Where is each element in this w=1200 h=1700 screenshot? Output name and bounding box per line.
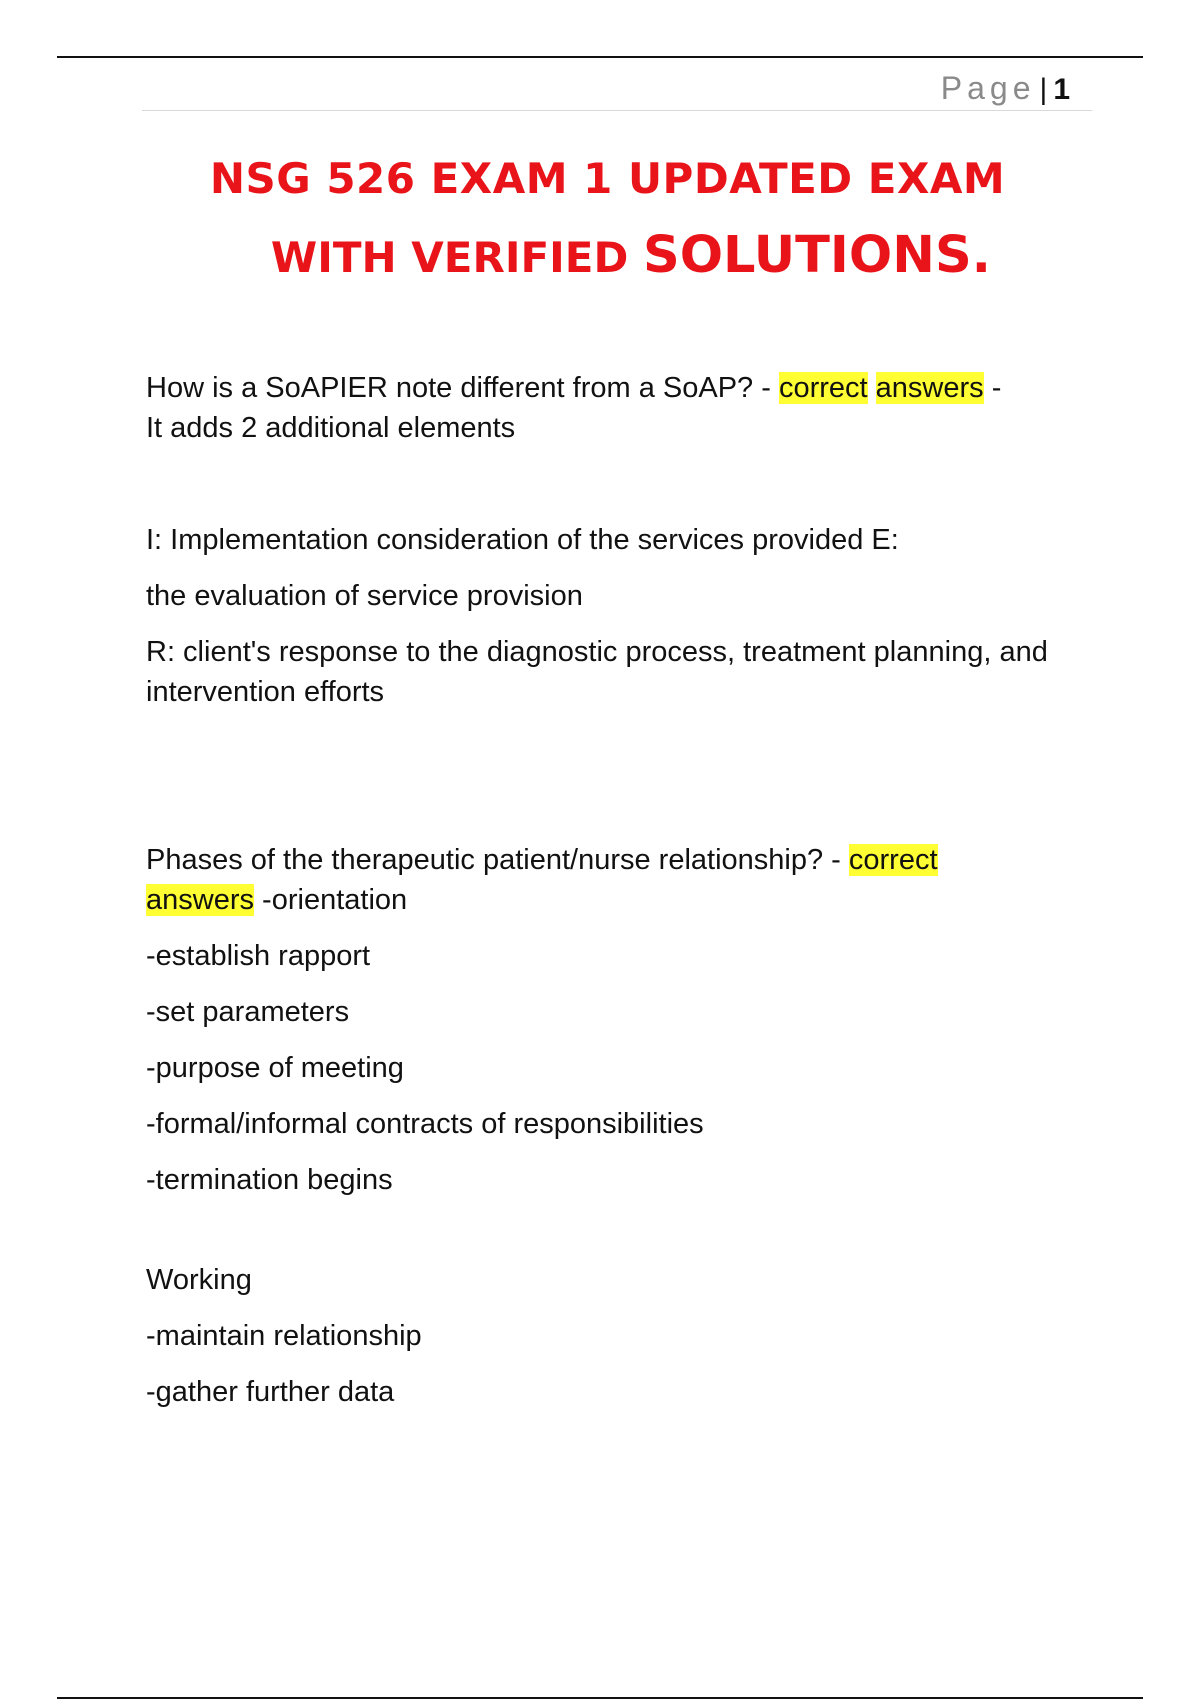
top-rule (57, 56, 1143, 58)
highlight-correct: correct (778, 372, 868, 404)
document-title-line-2 (0, 226, 1200, 285)
question-1-text (146, 368, 1086, 408)
answer-1-text: It adds 2 additional elements (146, 412, 516, 444)
highlight-answers: answers (146, 884, 254, 916)
list-item: -gather further data (146, 1376, 395, 1408)
question-1-dash: - (983, 372, 1002, 404)
page-header (142, 70, 1092, 111)
highlight-answers: answers (875, 372, 984, 404)
title-line-2-prefix: WITH VERIFIED (270, 233, 643, 282)
question-1-prompt: How is a SoAPIER note different from a SoAP? - (146, 372, 779, 404)
question-1 (146, 368, 1086, 448)
highlight-correct: correct (848, 844, 938, 876)
element-r: R: client's response to the diagnostic process, treatment planning, and intervention efforts (146, 636, 1048, 708)
question-2-text (146, 840, 1086, 920)
list-item: -establish rapport (146, 940, 371, 972)
list-item: -set parameters (146, 996, 350, 1028)
list-item: -termination begins (146, 1164, 393, 1196)
element-i: I: Implementation consideration of the services provided E: (146, 524, 899, 556)
list-item: -purpose of meeting (146, 1052, 404, 1084)
working-heading: Working (146, 1264, 252, 1296)
element-e: the evaluation of service provision (146, 580, 583, 612)
soapier-elements (146, 520, 1086, 712)
bottom-rule (57, 1697, 1143, 1699)
list-item: -formal/informal contracts of responsibilities (146, 1108, 704, 1140)
orientation-label: -orientation (254, 884, 408, 916)
page-number: 1 (1053, 73, 1070, 106)
page-label: Page (940, 70, 1036, 106)
page-separator: | (1039, 73, 1048, 106)
question-2-prompt: Phases of the therapeutic patient/nurse relationship? - (146, 844, 849, 876)
document-title-line-1: NSG 526 EXAM 1 UPDATED EXAM (209, 154, 1006, 203)
list-item: -maintain relationship (146, 1320, 422, 1352)
title-line-2-emphasis: SOLUTIONS. (642, 226, 992, 285)
question-2 (146, 840, 1086, 1412)
